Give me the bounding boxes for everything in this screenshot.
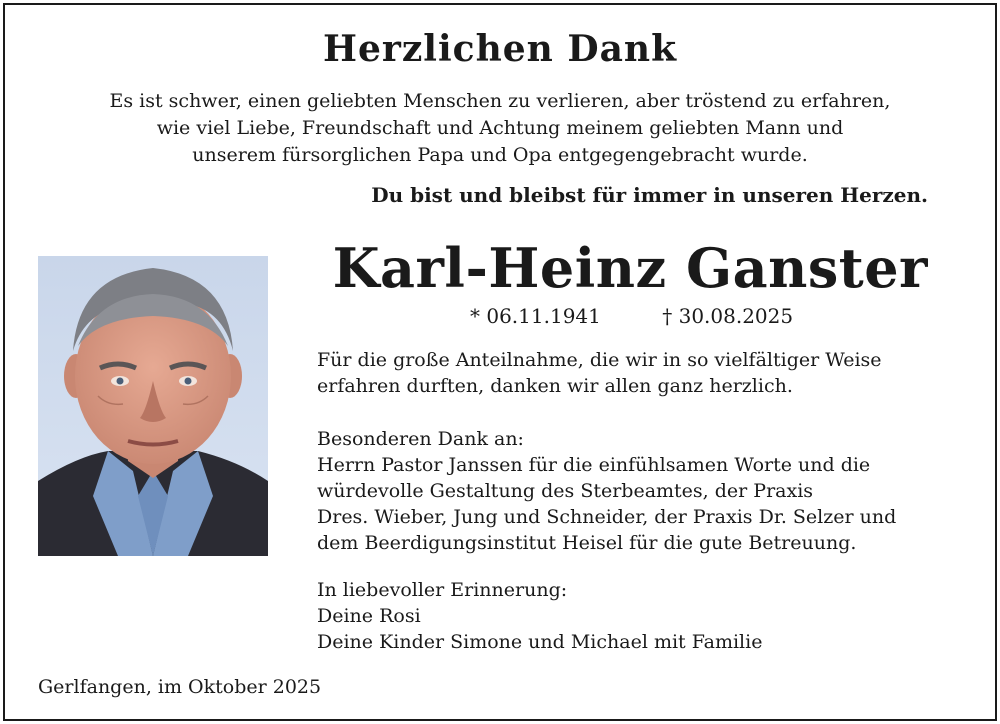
birth-date: * 06.11.1941	[470, 304, 601, 328]
special-thanks-text	[317, 426, 896, 556]
deceased-name: Karl-Heinz Ganster	[332, 236, 928, 300]
signature-line: In liebevoller Erinnerung:	[317, 579, 568, 601]
place-date-footer: Gerlfangen, im Oktober 2025	[38, 676, 322, 698]
intro-text	[40, 88, 960, 169]
thanks-line: erfahren durften, danken wir allen ganz herzlich.	[317, 375, 793, 397]
thanks-text	[317, 347, 882, 399]
signature-block	[317, 577, 762, 655]
signature-line: Deine Rosi	[317, 605, 421, 627]
portrait-photo	[38, 256, 268, 556]
motto: Du bist und bleibst für immer in unseren Herzen.	[371, 183, 928, 207]
special-thanks-line: würdevolle Gestaltung des Sterbeamtes, der Praxis	[317, 480, 814, 502]
intro-line: Es ist schwer, einen geliebten Menschen zu verlieren, aber tröstend zu erfahren,	[109, 90, 891, 112]
special-thanks-line: Besonderen Dank an:	[317, 428, 524, 450]
signature-line: Deine Kinder Simone und Michael mit Familie	[317, 631, 763, 653]
special-thanks-line: Herrn Pastor Janssen für die einfühlsamen Worte und die	[317, 454, 871, 476]
special-thanks-line: dem Beerdigungsinstitut Heisel für die gute Betreuung.	[317, 532, 857, 554]
intro-line: wie viel Liebe, Freundschaft und Achtung meinem geliebten Mann und	[156, 117, 844, 139]
headline: Herzlichen Dank	[322, 28, 678, 70]
life-dates	[470, 304, 793, 328]
intro-line: unserem fürsorglichen Papa und Opa entgegengebracht wurde.	[192, 144, 808, 166]
thanks-line: Für die große Anteilnahme, die wir in so vielfältiger Weise	[317, 349, 882, 371]
death-date: † 30.08.2025	[662, 304, 794, 328]
special-thanks-line: Dres. Wieber, Jung und Schneider, der Praxis Dr. Selzer und	[317, 506, 897, 528]
